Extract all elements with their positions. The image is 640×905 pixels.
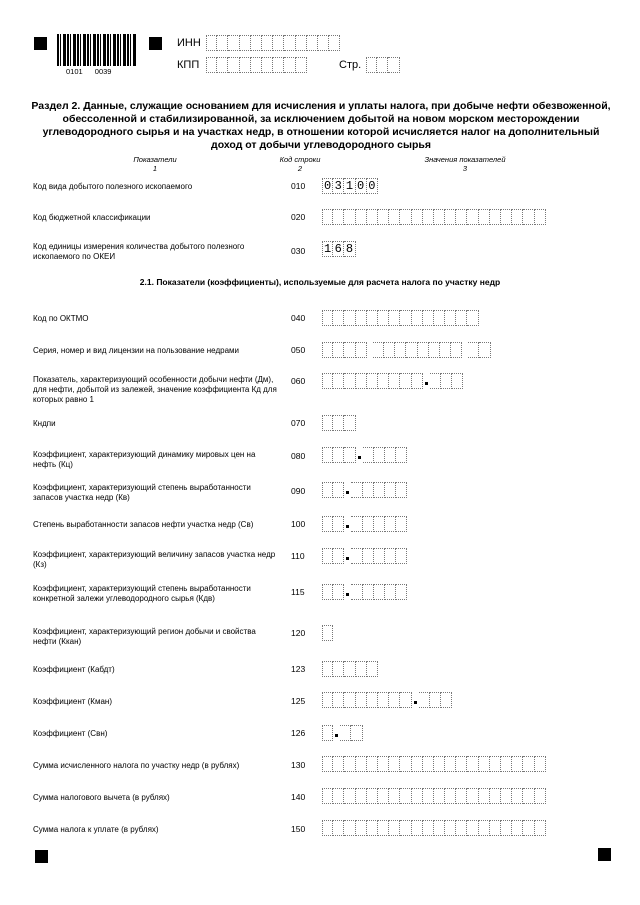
row-040-code: 040	[291, 313, 306, 323]
row-080-field[interactable]	[322, 447, 407, 463]
row-150-field[interactable]	[322, 820, 546, 836]
page-number-field[interactable]	[366, 57, 400, 73]
row-140-field[interactable]	[322, 788, 546, 804]
row-125-field[interactable]	[322, 692, 452, 708]
row-090-label: Коэффициент, характеризующий степень выработанности запасов участка недр (Кв)	[33, 483, 251, 502]
row-130-code: 130	[291, 760, 306, 770]
row-010-field[interactable]	[322, 178, 378, 194]
row-040-field[interactable]	[322, 310, 479, 326]
row-120-label: Коэффициент, характеризующий регион добычи и свойства нефти (Ккан)	[33, 627, 256, 646]
row-150-label: Сумма налога к уплате (в рублях)	[33, 825, 159, 834]
subsection-title: 2.1. Показатели (коэффициенты), используемые для расчета налога по участку недр	[139, 277, 501, 287]
row-100-field[interactable]	[322, 516, 407, 532]
row-150-code: 150	[291, 824, 306, 834]
row-030-code: 030	[291, 246, 306, 256]
corner-marker-top-left	[34, 37, 47, 50]
row-115-label: Коэффициент, характеризующий степень выработанности конкретной залежи углеводородного сырья (Кдв)	[33, 584, 251, 603]
kpp-label: КПП	[177, 59, 200, 71]
row-125-label: Коэффициент (Кман)	[33, 697, 112, 706]
inn-label: ИНН	[177, 37, 201, 49]
row-100-label: Степень выработанности запасов нефти участка недр (Св)	[33, 520, 254, 529]
row-126-code: 126	[291, 728, 306, 738]
row-060-field[interactable]	[322, 373, 463, 389]
corner-marker-bottom-right	[598, 848, 611, 861]
row-030-digit-2: 6	[333, 241, 344, 257]
page-label: Стр.	[339, 59, 362, 71]
row-090-code: 090	[291, 486, 306, 496]
row-010-code: 010	[291, 181, 306, 191]
row-010-digit-4: 0	[356, 178, 367, 194]
row-030-digit-1: 1	[323, 242, 332, 256]
row-140-code: 140	[291, 792, 306, 802]
row-125-code: 125	[291, 696, 306, 706]
row-123-label: Коэффициент (Кабдт)	[33, 665, 115, 674]
corner-marker-bottom-left	[35, 850, 48, 863]
row-090-field[interactable]	[322, 482, 407, 498]
row-120-code: 120	[291, 628, 306, 638]
corner-marker-top-right	[149, 37, 162, 50]
row-115-field[interactable]	[322, 584, 407, 600]
row-126-field[interactable]	[322, 725, 363, 741]
row-010-digit-3: 1	[344, 178, 355, 194]
row-050-code: 050	[291, 345, 306, 355]
row-050-label: Серия, номер и вид лицензии на пользование недрами	[33, 346, 239, 355]
inn-field[interactable]	[206, 35, 340, 51]
column-header-1	[110, 155, 200, 173]
column-header-3-label: Значения показателей	[424, 155, 506, 164]
row-130-field[interactable]	[322, 756, 546, 772]
barcode	[57, 34, 137, 66]
barcode-num-right: 0039	[94, 67, 112, 76]
row-030-field[interactable]	[322, 241, 356, 257]
row-010-digit-1: 0	[323, 179, 332, 193]
row-070-label: Кндпи	[33, 419, 56, 428]
row-060-label: Показатель, характеризующий особенности добычи нефти (Дм), для нефти, добытой из залежей, значение коэффициента Кд для которых равно 1	[33, 375, 277, 404]
row-115-code: 115	[291, 587, 305, 597]
row-020-label: Код бюджетной классификации	[33, 213, 151, 222]
column-header-1-number: 1	[152, 164, 158, 173]
row-120-field[interactable]	[322, 625, 333, 641]
column-header-2	[270, 155, 330, 173]
row-050-field[interactable]	[322, 342, 491, 358]
row-100-code: 100	[291, 519, 306, 529]
row-123-field[interactable]	[322, 661, 378, 677]
section-title: Раздел 2. Данные, служащие основанием для исчисления и уплаты налога, при добыче нефти обезвоженной, обессоленной и стабилизированной, за исключением добытой на новом морском месторождении углеводородного сырья и на участках недр, в отношении которой исчисляется налог на дополнительный доход от добычи углеводородного сырья	[31, 100, 611, 151]
row-060-code: 060	[291, 376, 306, 386]
column-header-3-number: 3	[462, 164, 468, 173]
row-010-label: Код вида добытого полезного ископаемого	[33, 182, 193, 191]
row-030-label: Код единицы измерения количества добытого полезного ископаемого по ОКЕИ	[33, 242, 245, 261]
row-070-field[interactable]	[322, 415, 356, 431]
row-130-label: Сумма исчисленного налога по участку недр (в рублях)	[33, 761, 240, 770]
row-020-code: 020	[291, 212, 306, 222]
row-030-digit-3: 8	[344, 241, 355, 257]
kpp-field[interactable]	[206, 57, 307, 73]
row-010-digit-2: 3	[333, 178, 344, 194]
column-header-3	[410, 155, 520, 173]
barcode-num-left: 0101	[66, 67, 83, 76]
row-070-code: 070	[291, 418, 306, 428]
row-126-label: Коэффициент (Свн)	[33, 729, 108, 738]
row-010-digit-5: 0	[367, 178, 378, 194]
column-header-2-label: Код строки	[279, 155, 321, 164]
row-123-code: 123	[291, 664, 306, 674]
row-110-code: 110	[291, 551, 305, 561]
barcode-numbers	[66, 67, 111, 76]
row-110-label: Коэффициент, характеризующий величину запасов участка недр (Кз)	[33, 550, 276, 569]
row-080-code: 080	[291, 451, 306, 461]
row-110-field[interactable]	[322, 548, 407, 564]
row-020-field[interactable]	[322, 209, 546, 225]
row-040-label: Код по ОКТМО	[33, 314, 89, 323]
row-140-label: Сумма налогового вычета (в рублях)	[33, 793, 170, 802]
column-header-2-number: 2	[297, 164, 303, 173]
column-header-1-label: Показатели	[133, 155, 177, 164]
row-080-label: Коэффициент, характеризующий динамику мировых цен на нефть (Кц)	[33, 450, 256, 469]
